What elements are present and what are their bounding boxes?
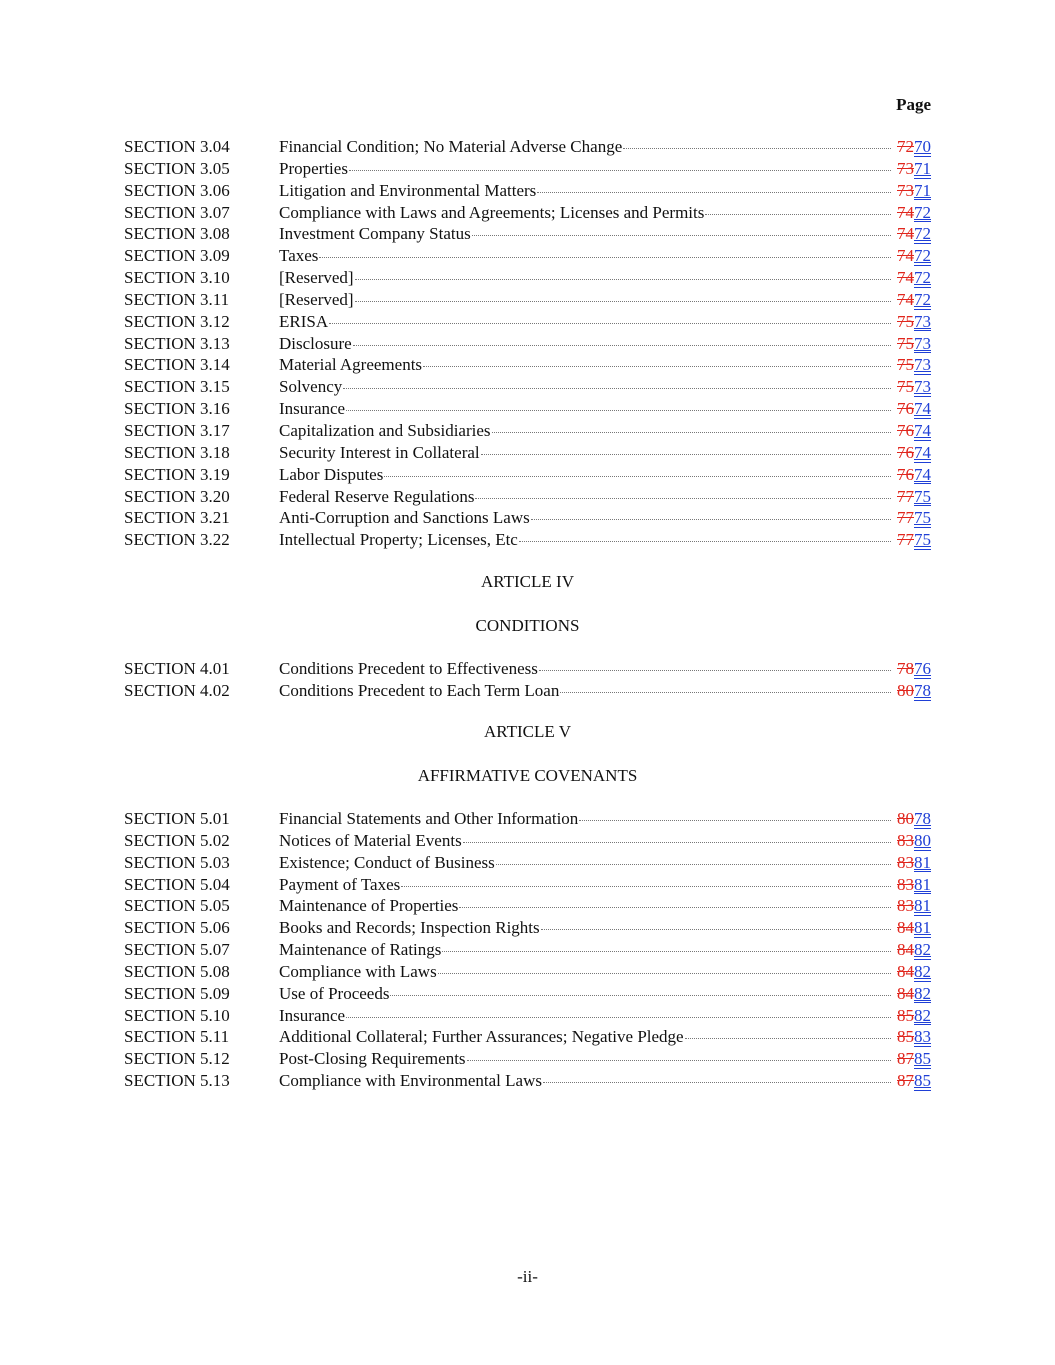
deleted-page-number: 76 xyxy=(897,420,914,440)
deleted-page-number: 75 xyxy=(897,311,914,331)
section-title-line xyxy=(279,1070,891,1092)
page-reference[interactable] xyxy=(897,895,931,917)
section-title-line xyxy=(279,874,891,896)
inserted-page-number[interactable]: 82 xyxy=(914,961,931,981)
dot-leader xyxy=(355,287,891,302)
section-title: Properties xyxy=(279,158,348,178)
section-title: Investment Company Status xyxy=(279,224,471,244)
toc-entry[interactable] xyxy=(124,874,931,896)
toc-group-article-4 xyxy=(124,658,931,702)
section-title: Notices of Material Events xyxy=(279,830,462,850)
article-4-heading: ARTICLE IV xyxy=(481,572,574,591)
section-title-line xyxy=(279,1048,891,1070)
deleted-page-number: 74 xyxy=(897,202,914,222)
inserted-page-number[interactable]: 71 xyxy=(914,180,931,200)
section-number: SECTION 3.05 xyxy=(124,158,230,178)
section-title-line xyxy=(279,939,891,961)
toc-entry[interactable] xyxy=(124,245,931,267)
inserted-page-number[interactable]: 73 xyxy=(914,377,931,397)
dot-leader xyxy=(472,221,891,236)
inserted-page-number[interactable]: 81 xyxy=(914,918,931,938)
toc-entry[interactable] xyxy=(124,136,931,158)
page-reference[interactable] xyxy=(897,830,931,852)
deleted-page-number: 74 xyxy=(897,246,914,266)
page-reference[interactable] xyxy=(897,311,931,333)
section-title-line xyxy=(279,354,891,376)
section-title-line xyxy=(279,680,891,702)
section-title-line xyxy=(279,442,891,464)
deleted-page-number: 87 xyxy=(897,1071,914,1091)
toc-entry[interactable] xyxy=(124,895,931,917)
deleted-page-number: 75 xyxy=(897,333,914,353)
toc-entry[interactable] xyxy=(124,983,931,1005)
dot-leader xyxy=(349,156,891,171)
page-reference[interactable] xyxy=(897,529,931,551)
toc-entry[interactable] xyxy=(124,680,931,702)
section-title: Insurance xyxy=(279,399,346,419)
toc-entry[interactable] xyxy=(124,507,931,529)
section-number: SECTION 3.11 xyxy=(124,289,230,309)
page-reference[interactable] xyxy=(897,289,931,311)
toc-entry[interactable] xyxy=(124,202,931,224)
section-number: SECTION 3.08 xyxy=(124,224,230,244)
section-title-line xyxy=(279,245,891,267)
toc-entry[interactable] xyxy=(124,267,931,289)
dot-leader xyxy=(353,331,891,346)
deleted-page-number: 83 xyxy=(897,830,914,850)
deleted-page-number: 75 xyxy=(897,377,914,397)
section-number: SECTION 4.01 xyxy=(124,659,230,678)
inserted-page-number[interactable]: 78 xyxy=(914,809,931,828)
page-reference[interactable] xyxy=(897,1026,931,1048)
section-title: Material Agreements xyxy=(279,355,423,375)
inserted-page-number[interactable]: 70 xyxy=(914,137,931,156)
deleted-page-number: 84 xyxy=(897,983,914,1003)
toc-group-article-5 xyxy=(124,808,931,1092)
page-reference[interactable] xyxy=(897,158,931,180)
article-4-title: CONDITIONS xyxy=(475,616,580,635)
section-title-line xyxy=(279,202,891,224)
deleted-page-number: 74 xyxy=(897,224,914,244)
section-number: SECTION 3.04 xyxy=(124,137,230,156)
section-title: Conditions Precedent to Effectiveness xyxy=(279,659,538,678)
section-title-line xyxy=(279,311,891,333)
inserted-page-number[interactable]: 72 xyxy=(914,289,931,309)
section-title-line xyxy=(279,180,891,202)
deleted-page-number: 76 xyxy=(897,464,914,484)
section-title: Solvency xyxy=(279,377,343,397)
toc-entry[interactable] xyxy=(124,442,931,464)
section-number: SECTION 4.02 xyxy=(124,680,230,700)
inserted-page-number[interactable]: 74 xyxy=(914,399,931,419)
section-title-line xyxy=(279,983,891,1005)
page-reference[interactable] xyxy=(897,376,931,398)
section-title: Maintenance of Properties xyxy=(279,896,459,916)
section-number: SECTION 3.15 xyxy=(124,377,230,397)
section-number: SECTION 5.08 xyxy=(124,961,230,981)
toc-entry[interactable] xyxy=(124,464,931,486)
section-title-line xyxy=(279,158,891,180)
section-number: SECTION 5.03 xyxy=(124,852,230,872)
page-reference[interactable] xyxy=(897,1048,931,1070)
section-title: Use of Proceeds xyxy=(279,983,390,1003)
toc-entry[interactable] xyxy=(124,398,931,420)
dot-leader xyxy=(685,1024,891,1039)
deleted-page-number: 85 xyxy=(897,1005,914,1025)
toc-entry[interactable] xyxy=(124,917,931,939)
section-number: SECTION 5.13 xyxy=(124,1071,230,1091)
dot-leader xyxy=(560,678,891,693)
toc-entry[interactable] xyxy=(124,354,931,376)
section-number: SECTION 3.18 xyxy=(124,442,230,462)
page-reference[interactable] xyxy=(897,202,931,224)
page-reference[interactable] xyxy=(897,136,931,158)
toc-entry[interactable] xyxy=(124,1026,931,1048)
section-title-line xyxy=(279,808,891,830)
section-number: SECTION 5.01 xyxy=(124,809,230,828)
inserted-page-number[interactable]: 74 xyxy=(914,464,931,484)
deleted-page-number: 77 xyxy=(897,508,914,528)
inserted-page-number[interactable]: 78 xyxy=(914,680,931,700)
section-title: Post-Closing Requirements xyxy=(279,1049,466,1069)
inserted-page-number[interactable]: 80 xyxy=(914,830,931,850)
section-title-line xyxy=(279,267,891,289)
deleted-page-number: 80 xyxy=(897,680,914,700)
dot-leader xyxy=(384,462,891,477)
section-title: Security Interest in Collateral xyxy=(279,442,480,462)
deleted-page-number: 83 xyxy=(897,896,914,916)
section-title-line xyxy=(279,852,891,874)
toc-entry[interactable] xyxy=(124,529,931,551)
page-reference[interactable] xyxy=(897,507,931,529)
inserted-page-number[interactable]: 82 xyxy=(914,940,931,960)
page-reference[interactable] xyxy=(897,442,931,464)
toc-group-article-3 xyxy=(124,136,931,551)
inserted-page-number[interactable]: 74 xyxy=(914,442,931,462)
inserted-page-number[interactable]: 85 xyxy=(914,1049,931,1069)
toc-entry[interactable] xyxy=(124,333,931,355)
section-title-line xyxy=(279,507,891,529)
section-title: Maintenance of Ratings xyxy=(279,940,442,960)
inserted-page-number[interactable]: 71 xyxy=(914,158,931,178)
section-title-line xyxy=(279,289,891,311)
section-title: [Reserved] xyxy=(279,268,354,288)
toc-entry[interactable] xyxy=(124,420,931,442)
dot-leader xyxy=(496,850,891,865)
dot-leader xyxy=(329,309,891,324)
section-title: Compliance with Laws xyxy=(279,961,437,981)
deleted-page-number: 77 xyxy=(897,486,914,506)
page-reference[interactable] xyxy=(897,983,931,1005)
inserted-page-number[interactable]: 75 xyxy=(914,508,931,528)
dot-leader xyxy=(390,981,891,996)
section-number: SECTION 3.09 xyxy=(124,246,230,266)
dot-leader xyxy=(481,440,891,455)
inserted-page-number[interactable]: 83 xyxy=(914,1027,931,1047)
toc-entry[interactable] xyxy=(124,223,931,245)
page-reference[interactable] xyxy=(897,1070,931,1092)
section-number: SECTION 5.11 xyxy=(124,1027,230,1047)
section-number: SECTION 3.16 xyxy=(124,399,230,419)
page-reference[interactable] xyxy=(897,464,931,486)
section-title-line xyxy=(279,136,891,158)
inserted-page-number[interactable]: 76 xyxy=(914,659,931,678)
dot-leader xyxy=(531,505,891,520)
toc-entry[interactable] xyxy=(124,1048,931,1070)
section-number: SECTION 5.05 xyxy=(124,896,230,916)
dot-leader xyxy=(541,915,891,930)
inserted-page-number[interactable]: 75 xyxy=(914,530,931,550)
deleted-page-number: 84 xyxy=(897,940,914,960)
section-number: SECTION 3.06 xyxy=(124,180,230,200)
dot-leader xyxy=(475,484,891,499)
deleted-page-number: 84 xyxy=(897,918,914,938)
page-reference[interactable] xyxy=(897,245,931,267)
inserted-page-number[interactable]: 81 xyxy=(914,874,931,894)
page-reference[interactable] xyxy=(897,398,931,420)
toc-entry[interactable] xyxy=(124,1005,931,1027)
section-title: Federal Reserve Regulations xyxy=(279,486,475,506)
inserted-page-number[interactable]: 82 xyxy=(914,1005,931,1025)
section-title: Financial Condition; No Material Adverse Change xyxy=(279,137,623,156)
page-reference[interactable] xyxy=(897,223,931,245)
page-reference[interactable] xyxy=(897,420,931,442)
toc-entry[interactable] xyxy=(124,289,931,311)
section-number: SECTION 3.13 xyxy=(124,333,230,353)
section-title-line xyxy=(279,420,891,442)
toc-entry[interactable] xyxy=(124,658,931,680)
section-title: Capitalization and Subsidiaries xyxy=(279,420,491,440)
page-reference[interactable] xyxy=(897,333,931,355)
deleted-page-number: 75 xyxy=(897,355,914,375)
section-number: SECTION 3.19 xyxy=(124,464,230,484)
section-number: SECTION 5.10 xyxy=(124,1005,230,1025)
toc-entry[interactable] xyxy=(124,1070,931,1092)
dot-leader xyxy=(346,396,891,411)
toc-entry[interactable] xyxy=(124,486,931,508)
section-title: Insurance xyxy=(279,1005,346,1025)
dot-leader xyxy=(537,178,891,193)
section-number: SECTION 5.12 xyxy=(124,1049,230,1069)
section-title: Anti-Corruption and Sanctions Laws xyxy=(279,508,530,528)
deleted-page-number: 83 xyxy=(897,852,914,872)
dot-leader xyxy=(467,1046,891,1061)
dot-leader xyxy=(623,134,891,149)
deleted-page-number: 83 xyxy=(897,874,914,894)
dot-leader xyxy=(319,243,891,258)
dot-leader xyxy=(705,200,891,215)
inserted-page-number[interactable]: 72 xyxy=(914,268,931,288)
deleted-page-number: 76 xyxy=(897,399,914,419)
inserted-page-number[interactable]: 72 xyxy=(914,224,931,244)
toc-entry[interactable] xyxy=(124,939,931,961)
deleted-page-number: 72 xyxy=(897,137,914,156)
page-reference[interactable] xyxy=(897,917,931,939)
section-title: Taxes xyxy=(279,246,319,266)
page-number-footer: -ii- xyxy=(517,1267,538,1286)
dot-leader xyxy=(442,937,891,952)
section-title: Existence; Conduct of Business xyxy=(279,852,495,872)
toc-entry[interactable] xyxy=(124,830,931,852)
inserted-page-number[interactable]: 73 xyxy=(914,355,931,375)
section-number: SECTION 3.21 xyxy=(124,508,230,528)
deleted-page-number: 77 xyxy=(897,530,914,550)
dot-leader xyxy=(519,527,891,542)
toc-entry[interactable] xyxy=(124,180,931,202)
dot-leader xyxy=(543,1068,891,1083)
section-title: Disclosure xyxy=(279,333,352,353)
deleted-page-number: 80 xyxy=(897,809,914,828)
page-reference[interactable] xyxy=(897,354,931,376)
inserted-page-number[interactable]: 82 xyxy=(914,983,931,1003)
section-title-line xyxy=(279,333,891,355)
section-title-line xyxy=(279,398,891,420)
section-title-line xyxy=(279,464,891,486)
page-reference[interactable] xyxy=(897,1005,931,1027)
page-reference[interactable] xyxy=(897,961,931,983)
deleted-page-number: 73 xyxy=(897,158,914,178)
section-number: SECTION 3.10 xyxy=(124,268,230,288)
dot-leader xyxy=(492,418,891,433)
section-title: Intellectual Property; Licenses, Etc xyxy=(279,530,518,550)
dot-leader xyxy=(459,893,891,908)
section-title-line xyxy=(279,223,891,245)
inserted-page-number[interactable]: 72 xyxy=(914,246,931,266)
deleted-page-number: 84 xyxy=(897,961,914,981)
section-title-line xyxy=(279,658,891,680)
section-number: SECTION 3.17 xyxy=(124,420,230,440)
dot-leader xyxy=(463,828,891,843)
toc-entry[interactable] xyxy=(124,376,931,398)
deleted-page-number: 74 xyxy=(897,289,914,309)
section-title-line xyxy=(279,961,891,983)
toc-entry[interactable] xyxy=(124,311,931,333)
section-number: SECTION 5.04 xyxy=(124,874,230,894)
page-reference[interactable] xyxy=(897,658,931,680)
page-reference[interactable] xyxy=(897,939,931,961)
inserted-page-number[interactable]: 72 xyxy=(914,202,931,222)
inserted-page-number[interactable]: 75 xyxy=(914,486,931,506)
section-number: SECTION 3.22 xyxy=(124,530,230,550)
section-number: SECTION 5.07 xyxy=(124,940,230,960)
deleted-page-number: 87 xyxy=(897,1049,914,1069)
dot-leader xyxy=(346,1003,891,1018)
section-title-line xyxy=(279,917,891,939)
page-reference[interactable] xyxy=(897,180,931,202)
section-title: Compliance with Laws and Agreements; Licenses and Permits xyxy=(279,202,705,222)
deleted-page-number: 73 xyxy=(897,180,914,200)
section-title-line xyxy=(279,830,891,852)
section-title-line xyxy=(279,895,891,917)
inserted-page-number[interactable]: 85 xyxy=(914,1071,931,1091)
article-5-heading: ARTICLE V xyxy=(484,722,571,741)
toc-entry[interactable] xyxy=(124,852,931,874)
deleted-page-number: 85 xyxy=(897,1027,914,1047)
section-title: Payment of Taxes xyxy=(279,874,401,894)
article-5-title: AFFIRMATIVE COVENANTS xyxy=(417,766,638,785)
inserted-page-number[interactable]: 74 xyxy=(914,420,931,440)
section-title: Financial Statements and Other Information xyxy=(279,809,579,828)
section-title: Labor Disputes xyxy=(279,464,384,484)
page-reference[interactable] xyxy=(897,486,931,508)
dot-leader xyxy=(438,959,891,974)
page-reference[interactable] xyxy=(897,680,931,702)
deleted-page-number: 76 xyxy=(897,442,914,462)
inserted-page-number[interactable]: 73 xyxy=(914,311,931,331)
section-title: Books and Records; Inspection Rights xyxy=(279,918,540,938)
page-reference[interactable] xyxy=(897,267,931,289)
page-label: Page xyxy=(896,95,931,114)
dot-leader xyxy=(343,374,891,389)
section-number: SECTION 3.12 xyxy=(124,311,230,331)
section-title-line xyxy=(279,486,891,508)
section-title-line xyxy=(279,1026,891,1048)
section-number: SECTION 5.02 xyxy=(124,830,230,850)
inserted-page-number[interactable]: 81 xyxy=(914,852,931,872)
section-title-line xyxy=(279,1005,891,1027)
dot-leader xyxy=(423,352,891,367)
page-reference[interactable] xyxy=(897,852,931,874)
deleted-page-number: 74 xyxy=(897,268,914,288)
section-title: [Reserved] xyxy=(279,289,354,309)
dot-leader xyxy=(401,872,891,887)
section-title-line xyxy=(279,529,891,551)
dot-leader xyxy=(579,806,891,821)
section-number: SECTION 3.07 xyxy=(124,202,230,222)
inserted-page-number[interactable]: 81 xyxy=(914,896,931,916)
toc-entry[interactable] xyxy=(124,961,931,983)
section-title: Conditions Precedent to Each Term Loan xyxy=(279,680,560,700)
dot-leader xyxy=(355,265,891,280)
toc-entry[interactable] xyxy=(124,808,931,830)
inserted-page-number[interactable]: 73 xyxy=(914,333,931,353)
deleted-page-number: 78 xyxy=(897,659,914,678)
section-number: SECTION 5.09 xyxy=(124,983,230,1003)
section-title: Litigation and Environmental Matters xyxy=(279,180,537,200)
section-title-line xyxy=(279,376,891,398)
page-reference[interactable] xyxy=(897,874,931,896)
page-reference[interactable] xyxy=(897,808,931,830)
toc-entry[interactable] xyxy=(124,158,931,180)
section-number: SECTION 3.20 xyxy=(124,486,230,506)
section-title: Additional Collateral; Further Assurances; Negative Pledge xyxy=(279,1027,684,1047)
section-number: SECTION 3.14 xyxy=(124,355,230,375)
dot-leader xyxy=(539,656,891,671)
section-title: Compliance with Environmental Laws xyxy=(279,1071,542,1091)
section-title: ERISA xyxy=(279,311,329,331)
section-number: SECTION 5.06 xyxy=(124,918,230,938)
